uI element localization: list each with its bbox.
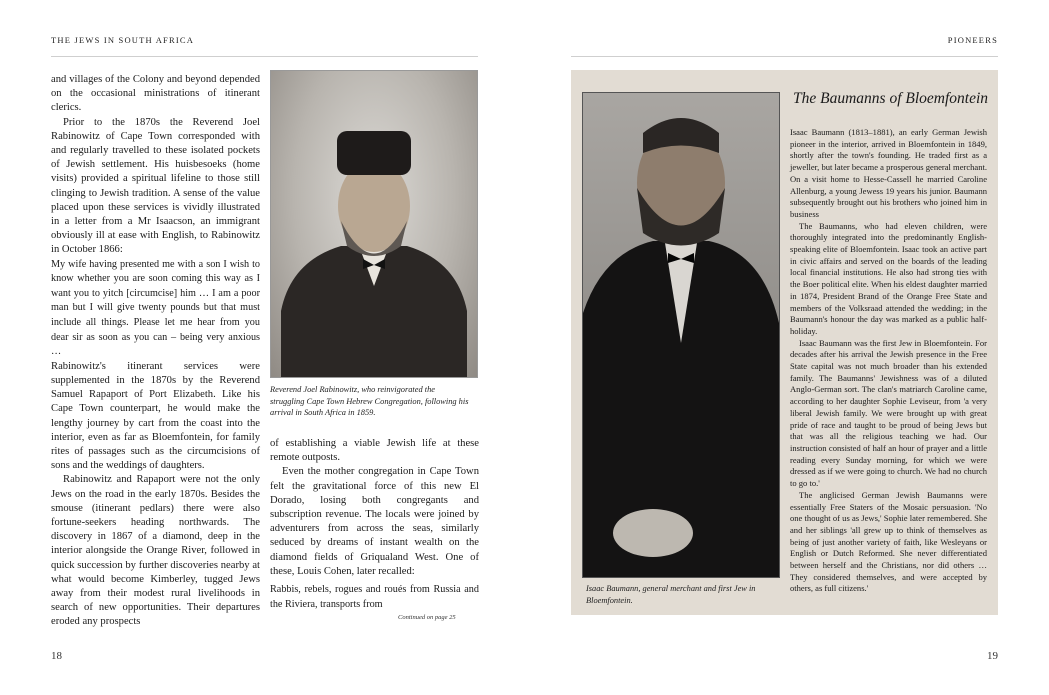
paragraph: Rabinowitz's itinerant services were supplemented in the 1870s by the Reverend Samuel Rapaport of Port Elizabeth. Like his Cape Town counterpart, he would make the lengthy journey by cart from the coast into the interior, even as far as Bloemfontein, for family rites of passages such as the circumcisions of sons and the weddings of daughters.	[51, 360, 260, 472]
paragraph: The Baumanns, who had eleven children, were thoroughly integrated into the predominantly English-speaking elite of Bloemfontein. Isaac took an active part in civic affairs and served on the boards of the leading local financial institutions. He also had strong ties with the Boer political elite. When his eldest daughter married in 1874, President Brand of the Orange Free State and members of the Volksraad attended the wedding; in the Baumann's honour the day was marked as a public half-holiday.	[790, 220, 987, 336]
paragraph: and villages of the Colony and beyond depended on the occasional ministrations of itinerant clerics.	[51, 74, 260, 114]
sidebar-text	[790, 127, 987, 595]
page-number-right: 19	[987, 650, 998, 662]
paragraph: Even the mother congregation in Cape Town felt the gravitational force of this new El Dorado, losing both congregants and subscription revenue. The locals were joined by adventurers from across the seas, similarly seduced by dreams of instant wealth on the diamond fields of Griqualand West. One of these, Louis Cohen, later recalled:	[270, 466, 479, 577]
paragraph: of establishing a viable Jewish life at these remote outposts.	[270, 438, 479, 464]
portrait-figure	[271, 71, 477, 377]
page-number-left: 18	[51, 650, 62, 662]
header-rule-left	[51, 56, 478, 57]
header-rule-right	[571, 56, 998, 57]
block-quote: My wife having presented me with a son I wish to know whether you are soon coming this way as I want you to yitch [circumcise] him … I am a poor man but I will give twenty pounds but that must include all things. Please let me hear from you dear sir as soon as you can – being very anxious …	[51, 258, 260, 358]
portrait-baumann	[582, 92, 780, 578]
sidebar-title: The Baumanns of Bloemfontein	[793, 90, 989, 107]
left-column-2	[270, 437, 479, 612]
portrait-figure	[583, 93, 779, 577]
continued-note: Continued on page 25	[398, 614, 456, 621]
running-head-left: THE JEWS IN SOUTH AFRICA	[51, 35, 195, 45]
paragraph: Isaac Baumann was the first Jew in Bloemfontein. For decades after his arrival the Jewish presence in the Free State capital was not much broader than his extended family. The Baumanns' Jewishness was of a diluted Anglo-German sort. The clan's matriarch Caroline came, according to her daughter Sophie Leviseur, from 'a very liberal Jewish family. We were brought up with great pride of race and taught to be proud of being Jews but that was all the religious teaching we had. Our instruction consisted of half an hour of prayer and a little reading every Sunday morning, for which we were dressed as if we were going to church. We had no church to go to.'	[790, 337, 987, 489]
left-column-1	[51, 73, 260, 630]
paragraph: The anglicised German Jewish Baumanns were essentially Free Staters of the Mosaic persuasion. 'No one thought of us as Jews,' Sophie later remembered. She and her siblings 'all grew up to think of themselves as being of just another variety of faith, like Wesleyans or English or Dutch Reformed. She never differentiated between herself and the Christians, nor did others … They considered themselves, and were accepted by others, as full citizens.'	[790, 489, 987, 594]
portrait-rabinowitz	[270, 70, 478, 378]
paragraph: Isaac Baumann (1813–1881), an early German Jewish pioneer in the interior, arrived in Bloemfontein in 1849, shortly after the town's founding. He traded first as a jeweller, but later became a prosperous general merchant. On a visit home to Hesse-Cassell he married Caroline Allenburg, a young Jewess 19 years his junior. Baumann subsequently brought out his brothers who joined him in business	[790, 127, 987, 219]
block-quote: Rabbis, rebels, rogues and roués from Russia and the Riviera, transports from	[270, 584, 479, 610]
caption-rabinowitz: Reverend Joel Rabinowitz, who reinvigorated the struggling Cape Town Hebrew Congregation, following his arrival in South Africa in 1859.	[270, 385, 469, 418]
paragraph: Prior to the 1870s the Reverend Joel Rabinowitz of Cape Town corresponded with and regularly travelled to these isolated pockets of Jewish settlement. His huisbesoeks (home visits) provided a spiritual lifeline to those still clinging to Jewish tradition. A sense of the value placed upon these services is vividly illustrated in a letter from a Mr Isaacson, an immigrant obviously ill at ease with English, to Rabinowitz in October 1866:	[51, 116, 260, 256]
caption-baumann: Isaac Baumann, general merchant and first Jew in Bloemfontein.	[586, 584, 756, 605]
paragraph: Rabinowitz and Rapaport were not the only Jews on the road in the early 1870s. Besides the smouse (itinerant pedlars) there were also fortune-seekers heading northwards. The discovery in 1867 of a diamond, deep in the interior alongside the Orange River, followed in quick succession by further discoveries nearby at what would become Kimberley, tugged Jews away from their modest rural livelihoods in search of new opportunities. Their departures eroded any prospects	[51, 474, 260, 628]
running-head-right: PIONEERS	[947, 35, 998, 45]
